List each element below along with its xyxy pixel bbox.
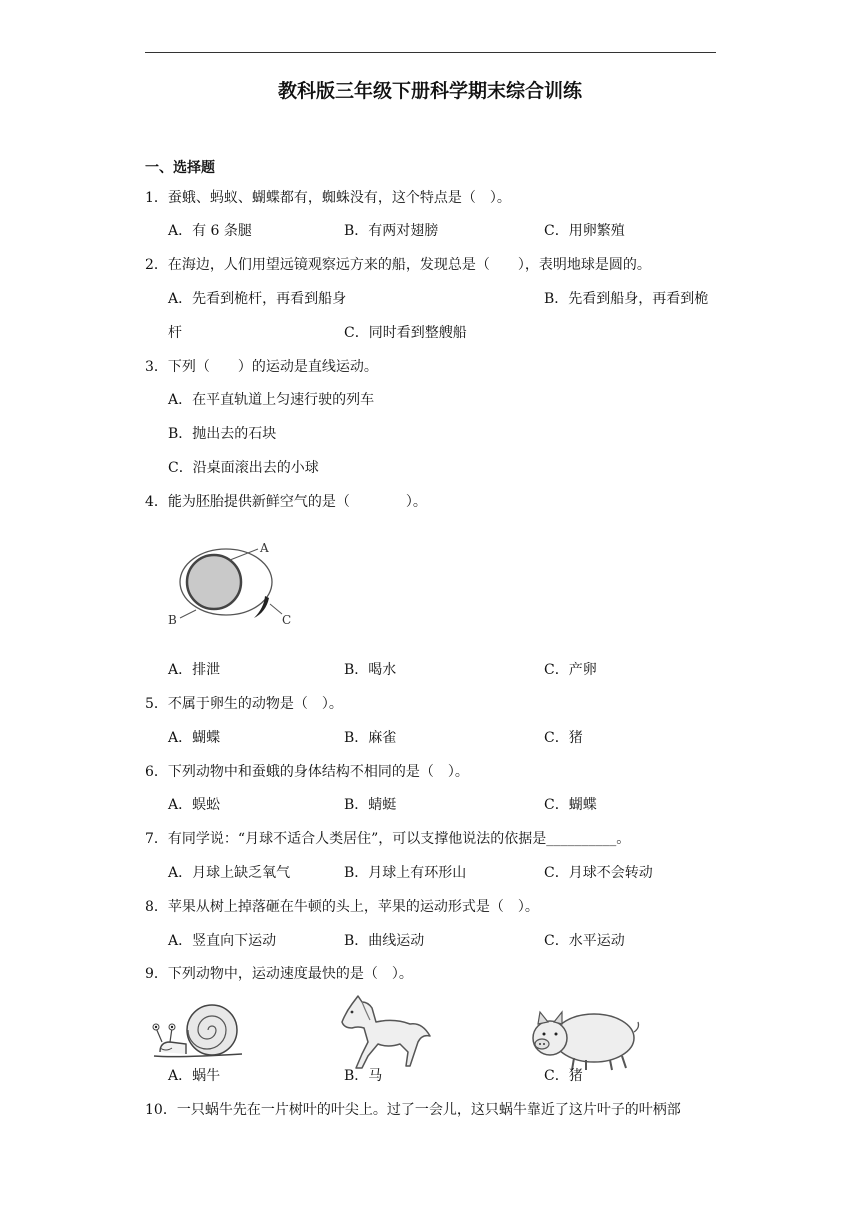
option-c: C．同时看到整艘船 <box>344 325 467 341</box>
option-b: B．先看到船身，再看到桅 <box>544 291 709 307</box>
option-a: A．蜗牛 <box>168 1068 221 1084</box>
option-a: A．排泄 <box>168 662 221 678</box>
option-b: B．蜻蜓 <box>344 797 397 813</box>
question-stem: 2．在海边，人们用望远镜观察远方来的船，发现总是（ ），表明地球是圆的。 <box>145 257 651 273</box>
option-c: C．产卵 <box>544 662 597 678</box>
figure-label-b: B <box>168 613 177 627</box>
option-b: B．有两对翅膀 <box>344 223 439 239</box>
horse-image <box>338 992 432 1076</box>
option-b: B．月球上有环形山 <box>344 865 467 881</box>
question-stem: 6．下列动物中和蚕蛾的身体结构不相同的是（ ）。 <box>145 764 469 780</box>
question-stem: 10．一只蜗牛先在一片树叶的叶尖上。过了一会儿，这只蜗牛靠近了这片叶子的叶柄部 <box>145 1102 681 1118</box>
egg-structure-figure <box>166 538 296 630</box>
option-b: B．抛出去的石块 <box>168 426 277 442</box>
question-stem: 4．能为胚胎提供新鲜空气的是（ ）。 <box>145 494 427 510</box>
option-c: C．猪 <box>544 1068 583 1084</box>
figure-label-c: C <box>282 613 292 627</box>
option-a: A．月球上缺乏氧气 <box>168 865 291 881</box>
option-a: A．在平直轨道上匀速行驶的列车 <box>168 392 375 408</box>
option-b: B．马 <box>344 1068 383 1084</box>
option-c: C．用卵繁殖 <box>544 223 625 239</box>
question-stem: 8．苹果从树上掉落砸在牛顿的头上，苹果的运动形式是（ ）。 <box>145 899 539 915</box>
option-a: A．有 6 条腿 <box>168 223 252 239</box>
section-heading: 一、选择题 <box>145 160 215 176</box>
snail-image <box>146 998 248 1062</box>
option-b: B．喝水 <box>344 662 397 678</box>
question-stem: 5．不属于卵生的动物是（ ）。 <box>145 696 343 712</box>
option-c: C．水平运动 <box>544 933 625 949</box>
page-title: 教科版三年级下册科学期末综合训练 <box>277 80 582 102</box>
question-stem: 9．下列动物中，运动速度最快的是（ ）。 <box>145 966 413 982</box>
option-c: C．猪 <box>544 730 583 746</box>
option-b: B．曲线运动 <box>344 933 425 949</box>
option-b: B．麻雀 <box>344 730 397 746</box>
option-a: A．先看到桅杆，再看到船身 <box>168 291 347 307</box>
pig-image <box>528 1006 640 1072</box>
option-a: A．蝴蝶 <box>168 730 221 746</box>
figure-label-a: A <box>260 541 269 555</box>
option-c: C．蝴蝶 <box>544 797 597 813</box>
option-a: A．蜈蚣 <box>168 797 221 813</box>
option-b-continued: 杆 <box>168 325 182 341</box>
question-stem: 7．有同学说：“月球不适合人类居住”，可以支撑他说法的依据是__________。 <box>145 831 631 847</box>
option-a: A．竖直向下运动 <box>168 933 277 949</box>
question-stem: 3．下列（ ）的运动是直线运动。 <box>145 359 378 375</box>
option-c: C．沿桌面滚出去的小球 <box>168 460 319 476</box>
option-c: C．月球不会转动 <box>544 865 653 881</box>
question-stem: 1．蚕蛾、蚂蚁、蝴蝶都有，蜘蛛没有，这个特点是（ ）。 <box>145 190 511 206</box>
header-rule <box>145 52 716 53</box>
